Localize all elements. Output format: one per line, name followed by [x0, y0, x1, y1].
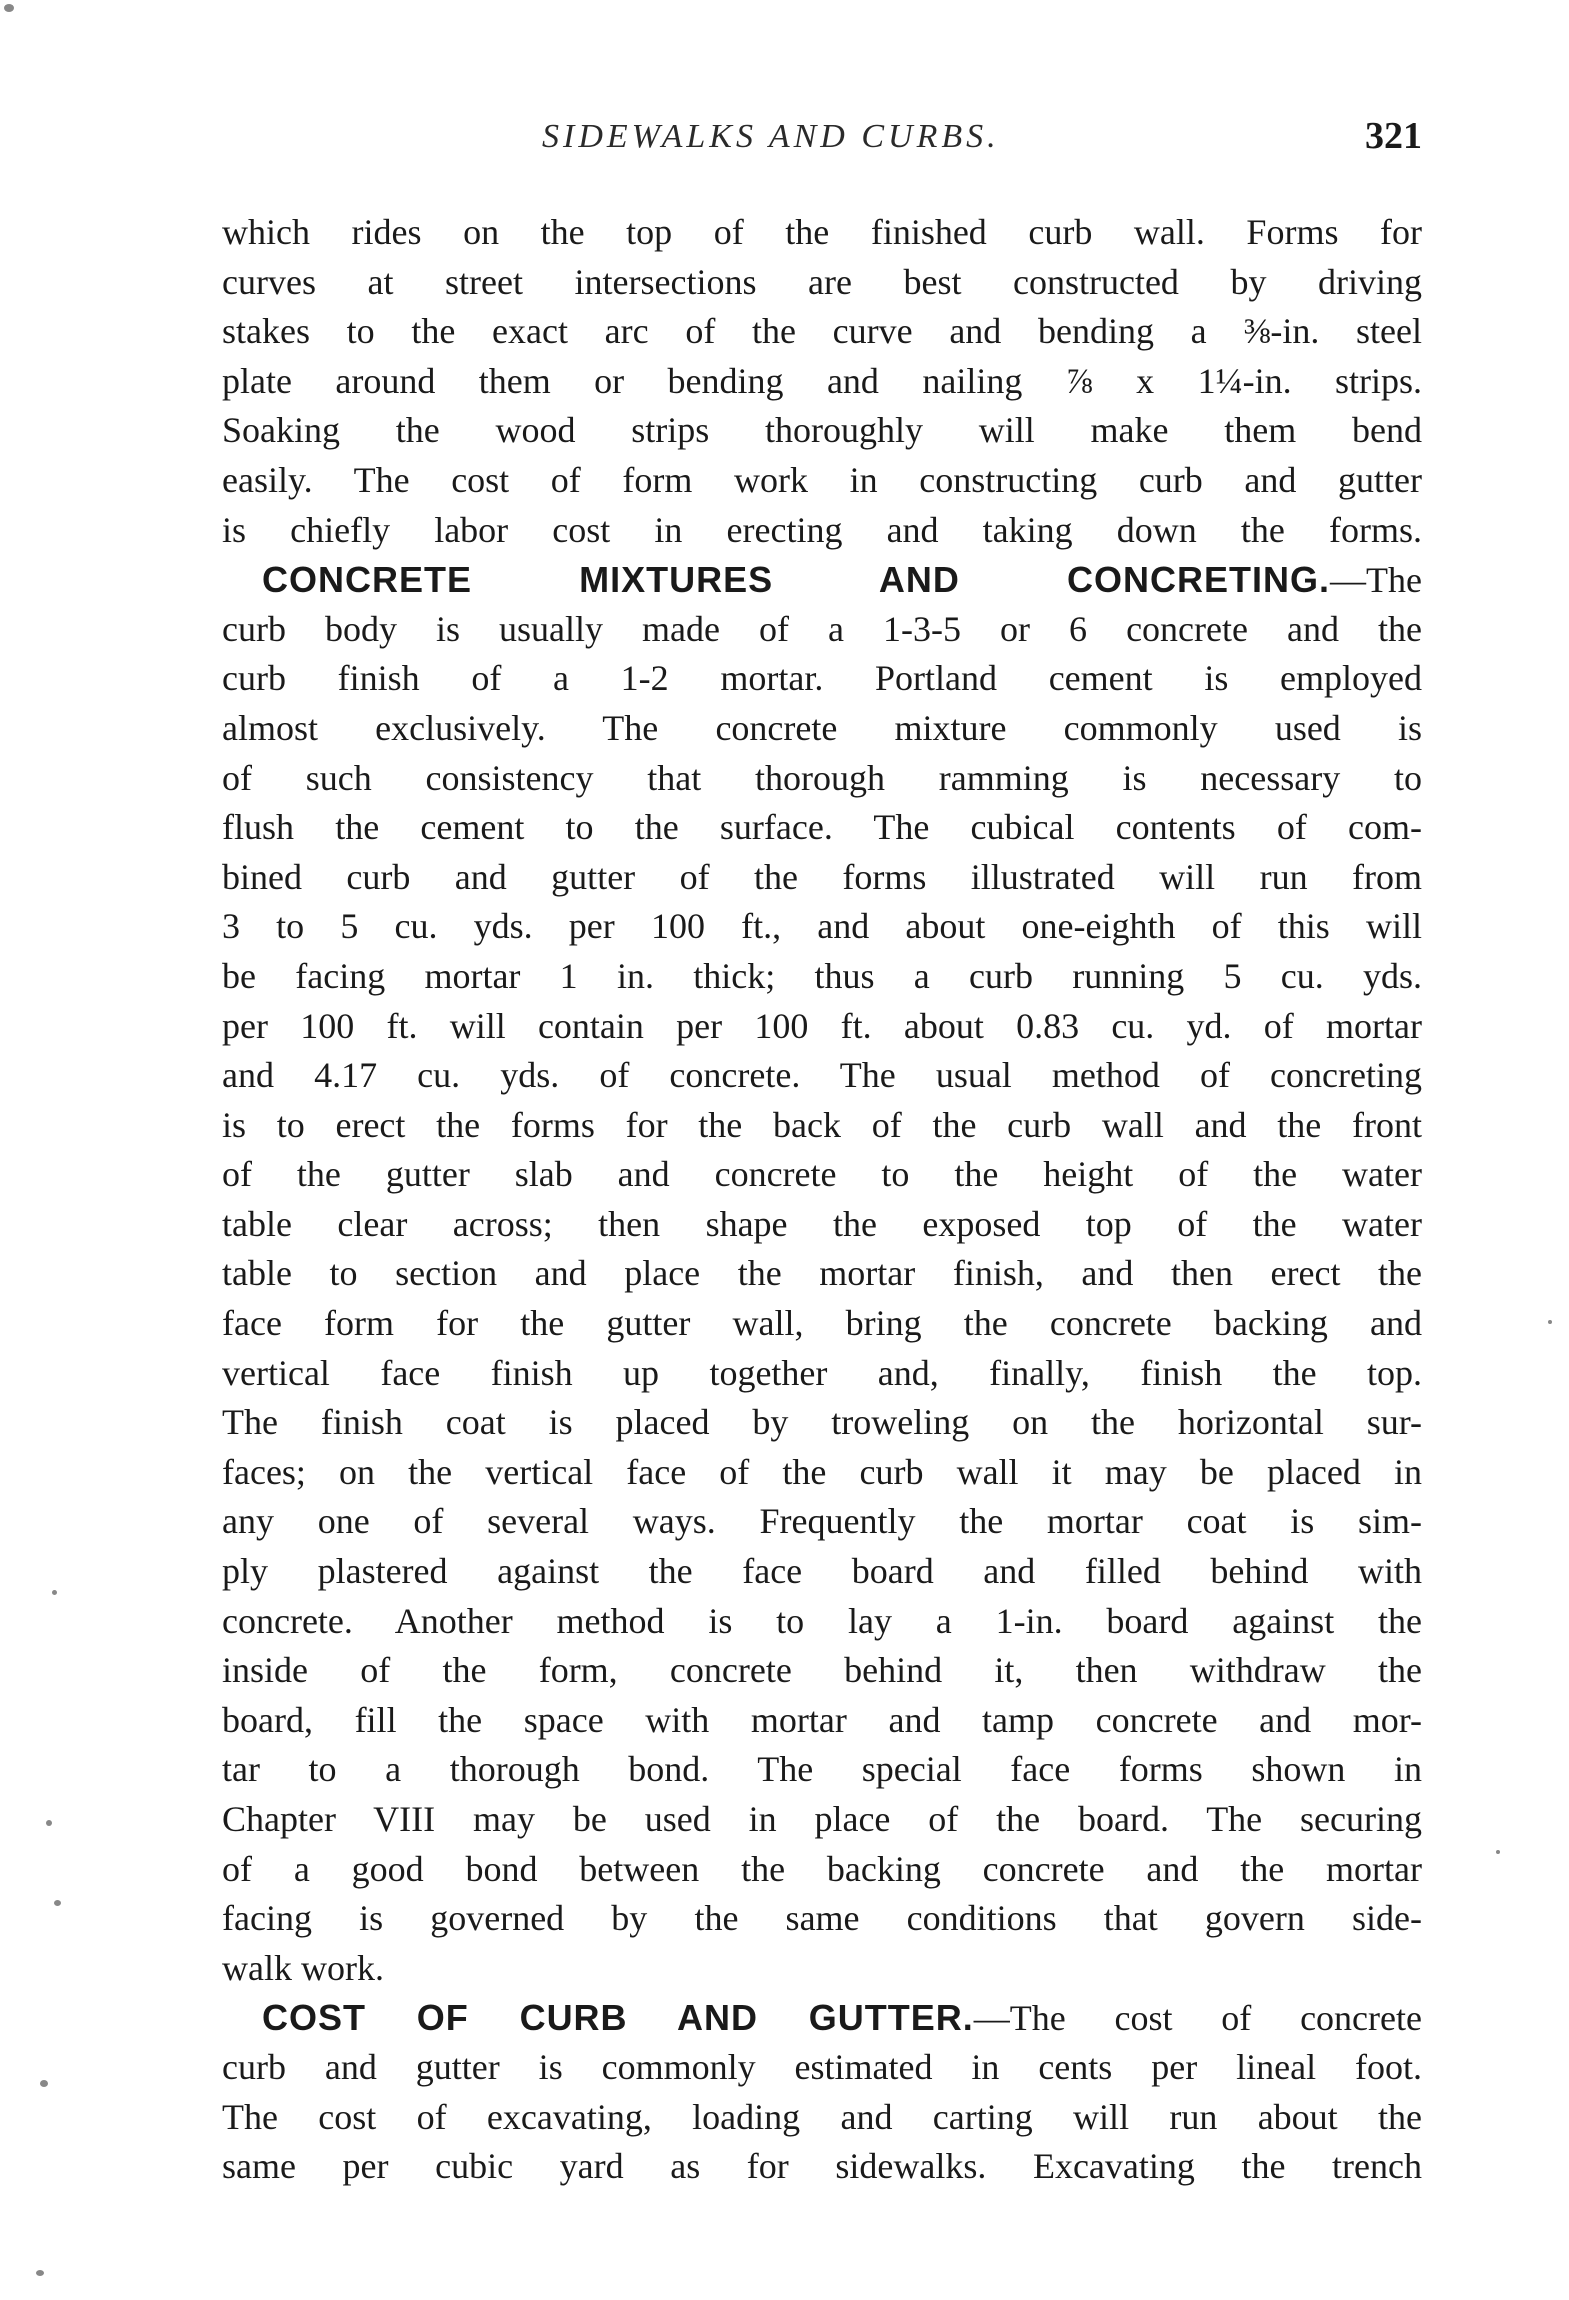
text-line: Chapter VIII may be used in place of the board. The securing	[222, 1799, 1422, 1839]
text-line: The finish coat is placed by troweling on the horizontal sur-	[222, 1402, 1422, 1443]
text-line: any one of several ways. Frequently the mortar coat is sim-	[222, 1501, 1422, 1542]
text-line: ply plastered against the face board and filled behind with	[222, 1551, 1422, 1592]
text-line: curb finish of a 1-2 mortar. Portland cement is employed	[222, 658, 1422, 699]
section-heading: CONCRETE MIXTURES AND CONCRETING.	[262, 559, 1331, 601]
heading-continuation: —The	[1330, 560, 1422, 601]
text-line: stakes to the exact arc of the curve and bending a ⅜-in. steel	[222, 311, 1422, 352]
page-number: 321	[1365, 115, 1422, 157]
scan-speck	[46, 1820, 52, 1826]
text-line: table to section and place the mortar finish, and then erect the	[222, 1253, 1422, 1294]
scan-speck	[1548, 1320, 1552, 1324]
scan-speck	[36, 2270, 44, 2276]
text-line: curb and gutter is commonly estimated in cents per lineal foot.	[222, 2046, 1422, 2087]
text-line: face form for the gutter wall, bring the concrete backing and	[222, 1303, 1422, 1344]
section-heading-line	[222, 1993, 1422, 2043]
text-line: The cost of excavating, loading and carting will run about the	[222, 2096, 1422, 2137]
text-line: vertical face finish up together and, finally, finish the top.	[222, 1352, 1422, 1393]
text-line: is chiefly labor cost in erecting and taking down the forms.	[222, 509, 1422, 550]
section-heading: COST OF CURB AND GUTTER.	[262, 1997, 974, 2039]
scan-speck	[4, 4, 14, 12]
text-line: 3 to 5 cu. yds. per 100 ft., and about one-eighth of this will	[222, 906, 1422, 947]
text-line: faces; on the vertical face of the curb wall it may be placed in	[222, 1451, 1422, 1492]
text-line: and 4.17 cu. yds. of concrete. The usual method of concreting	[222, 1055, 1422, 1096]
text-line: of such consistency that thorough ramming is necessary to	[222, 757, 1422, 798]
text-line: tar to a thorough bond. The special face forms shown in	[222, 1749, 1422, 1790]
text-line: of the gutter slab and concrete to the height of the water	[222, 1154, 1422, 1195]
body-text	[222, 208, 1422, 2192]
text-line: bined curb and gutter of the forms illustrated will run from	[222, 856, 1422, 897]
text-line: almost exclusively. The concrete mixture commonly used is	[222, 707, 1422, 748]
text-line: walk work.	[222, 1947, 384, 1988]
running-title: SIDEWALKS AND CURBS.	[542, 118, 1000, 155]
scan-speck	[1496, 1850, 1500, 1854]
text-line: facing is governed by the same conditions that govern side-	[222, 1898, 1422, 1939]
text-line: concrete. Another method is to lay a 1-in. board against the	[222, 1600, 1422, 1641]
text-line: plate around them or bending and nailing ⅞ x 1¼-in. strips.	[222, 360, 1422, 401]
text-line: is to erect the forms for the back of the curb wall and the front	[222, 1104, 1422, 1145]
scan-speck	[40, 2080, 48, 2087]
scan-speck	[52, 1590, 57, 1595]
text-line: which rides on the top of the finished curb wall. Forms for	[222, 212, 1422, 252]
text-line: easily. The cost of form work in constructing curb and gutter	[222, 459, 1422, 500]
text-line: same per cubic yard as for sidewalks. Excavating the trench	[222, 2146, 1422, 2187]
text-line: table clear across; then shape the exposed top of the water	[222, 1203, 1422, 1244]
running-head	[222, 115, 1422, 168]
scan-speck	[54, 1900, 61, 1906]
text-line: per 100 ft. will contain per 100 ft. about 0.83 cu. yd. of mortar	[222, 1005, 1422, 1046]
text-line: board, fill the space with mortar and tamp concrete and mor-	[222, 1699, 1422, 1740]
text-line: flush the cement to the surface. The cubical contents of com-	[222, 807, 1422, 848]
text-line: of a good bond between the backing concrete and the mortar	[222, 1848, 1422, 1889]
heading-continuation: —The cost of concrete	[973, 1998, 1422, 2039]
text-line: Soaking the wood strips thoroughly will make them bend	[222, 410, 1422, 451]
text-line: curb body is usually made of a 1-3-5 or 6 concrete and the	[222, 608, 1422, 649]
text-line: inside of the form, concrete behind it, then withdraw the	[222, 1650, 1422, 1691]
section-heading-line	[222, 555, 1422, 605]
text-line: be facing mortar 1 in. thick; thus a curb running 5 cu. yds.	[222, 955, 1422, 996]
text-line: curves at street intersections are best constructed by driving	[222, 261, 1422, 302]
